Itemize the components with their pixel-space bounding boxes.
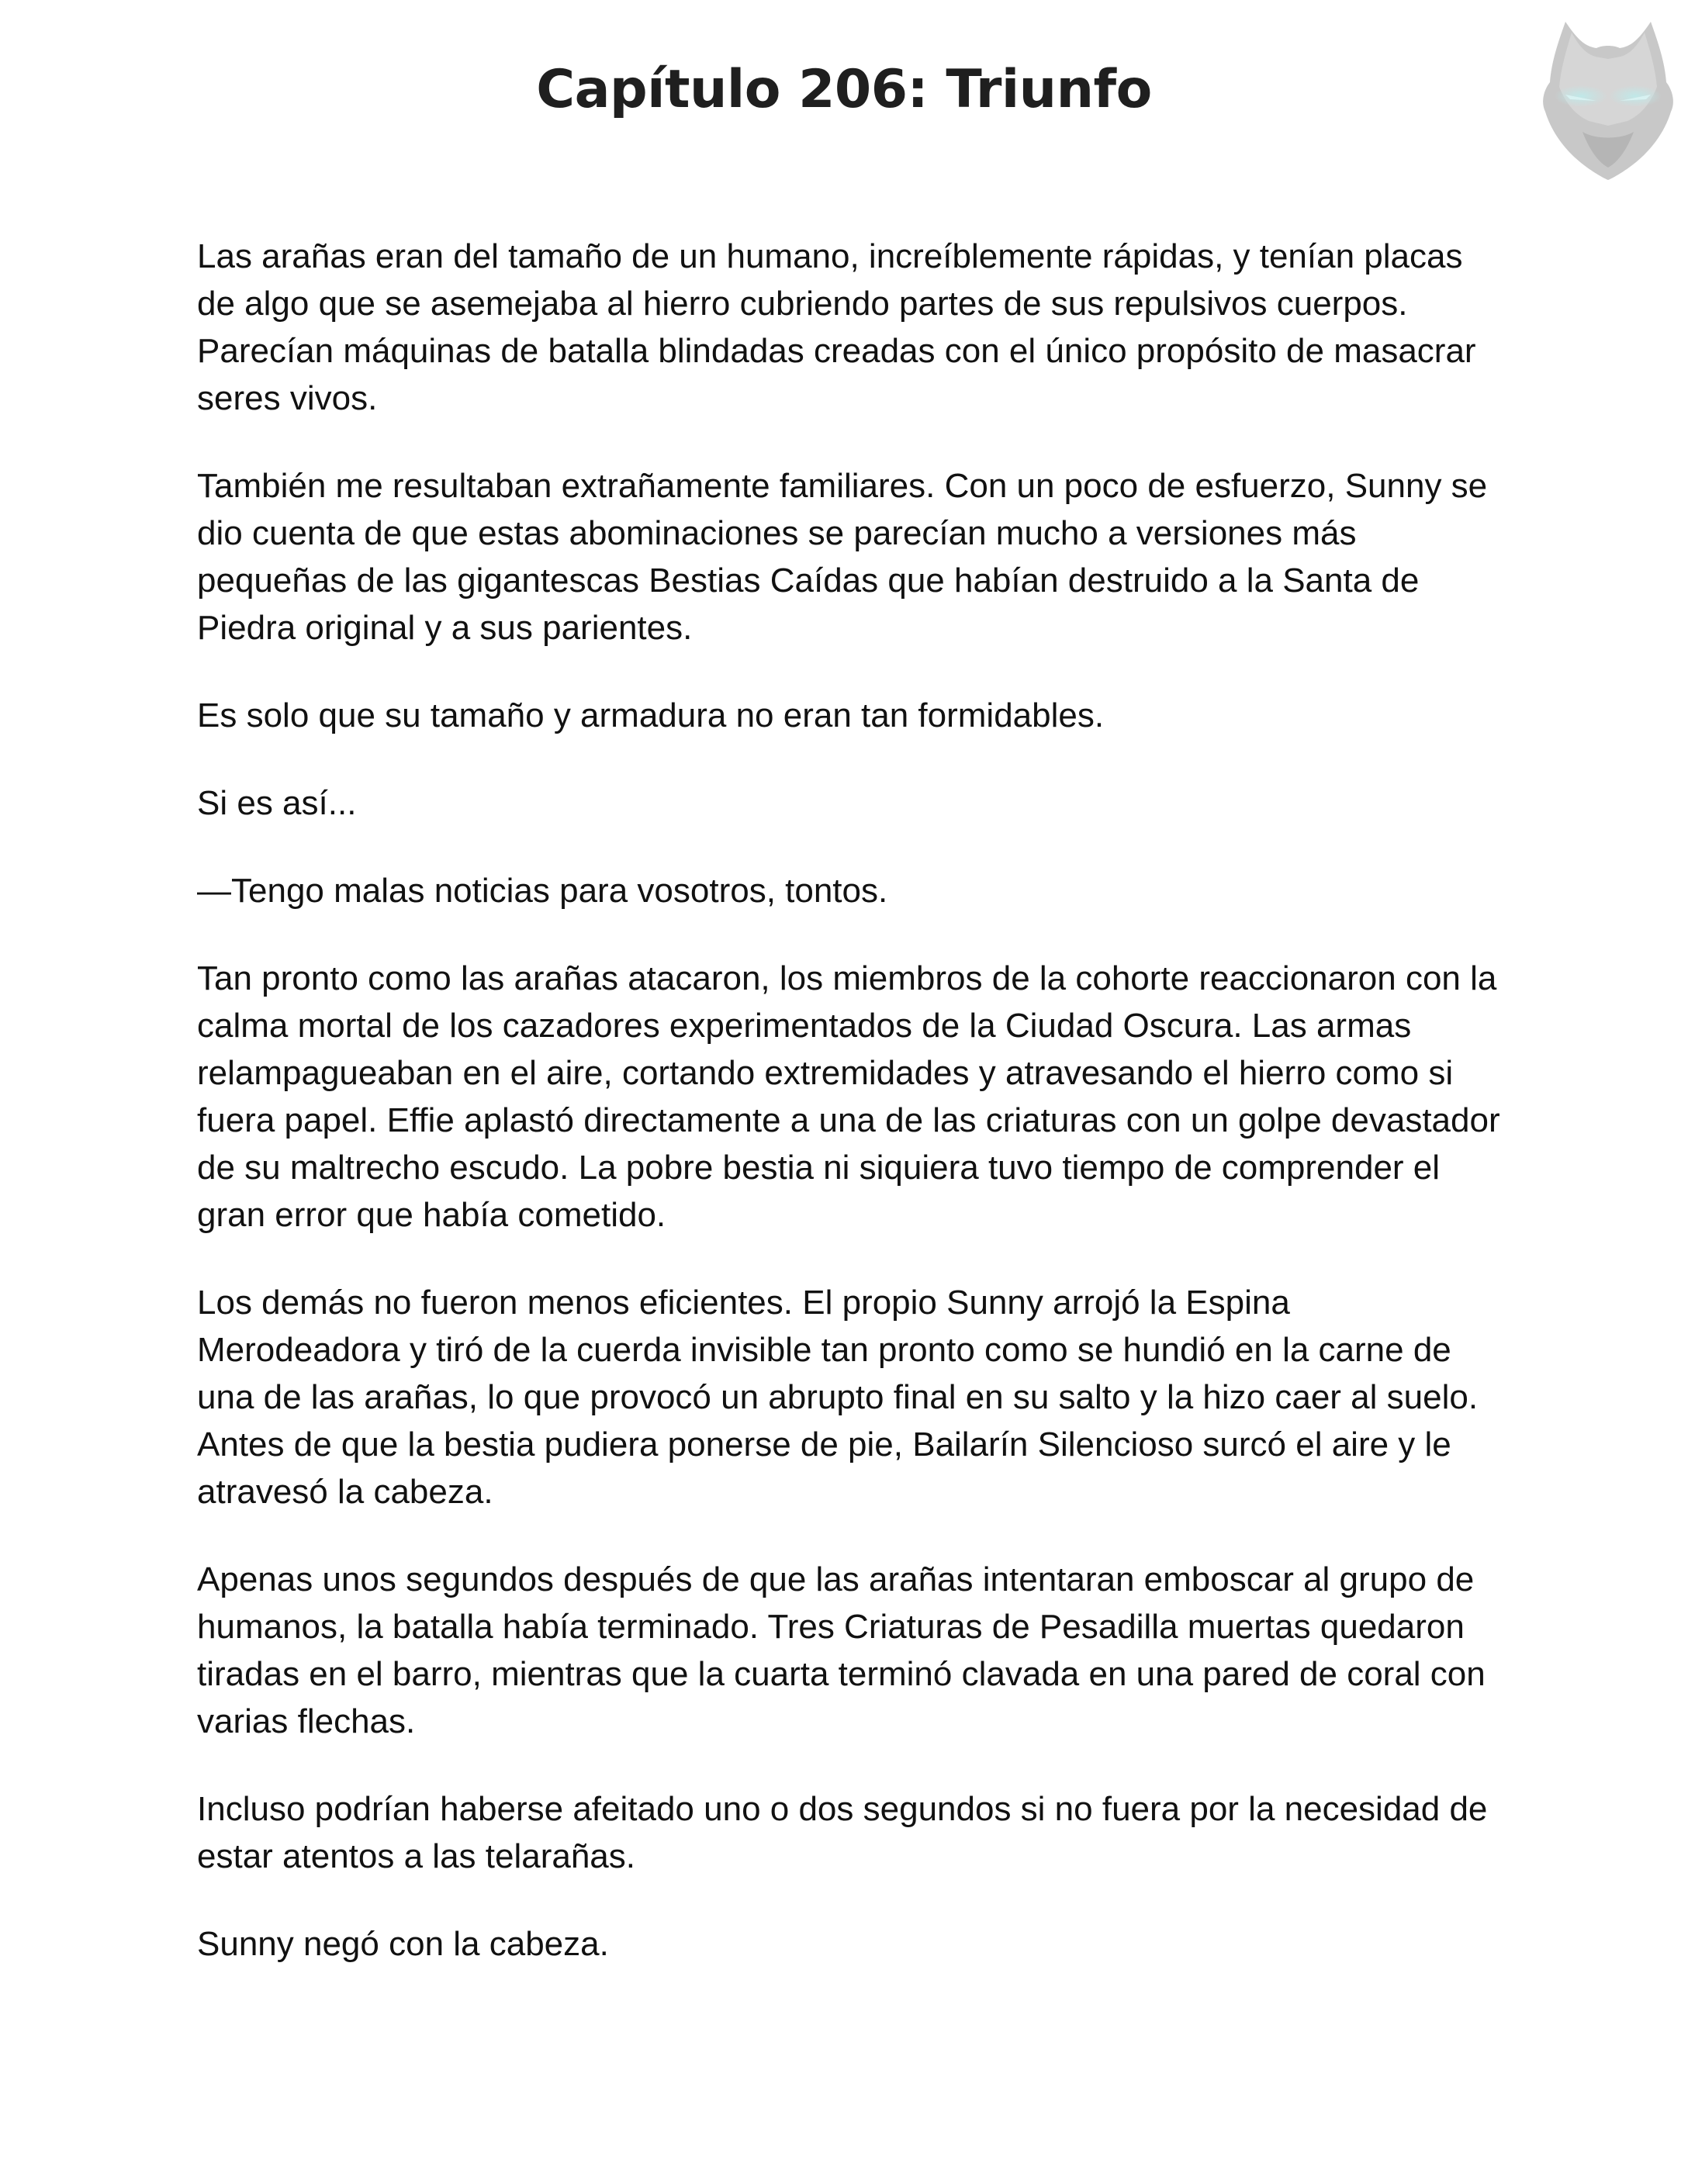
paragraph: Tan pronto como las arañas atacaron, los miembros de la cohorte reaccionaron con la calma mortal de los cazadores experimentados de la Ciudad Oscura. Las armas relampagueaban en el aire, cortando extremidades y atravesando el hierro como si fuera papel. Effie aplastó directamente a una de las criaturas con un golpe devastador de su maltrecho escudo. La pobre bestia ni siquiera tuvo tiempo de comprender el gran error que había cometido. (197, 959, 1500, 1234)
paragraph: Sunny negó con la cabeza. (197, 1925, 609, 1963)
paragraph: Incluso podrían haberse afeitado uno o dos segundos si no fuera por la necesidad de estar atentos a las telarañas. (197, 1790, 1488, 1875)
paragraph: Los demás no fueron menos eficientes. El propio Sunny arrojó la Espina Merodeadora y tiró de la cuerda invisible tan pronto como se hundió en la carne de una de las arañas, lo que provocó un abrupto final en su salto y la hizo caer al suelo. Antes de que la bestia pudiera ponerse de pie, Bailarín Silencioso surcó el aire y le atravesó la cabeza. (197, 1284, 1479, 1511)
chapter-title: Capítulo 206: Triunfo (536, 59, 1152, 120)
paragraph: Es solo que su tamaño y armadura no eran tan formidables. (197, 696, 1105, 734)
paragraph: —Tengo malas noticias para vosotros, tontos. (197, 872, 888, 910)
paragraph: Las arañas eran del tamaño de un humano, increíblemente rápidas, y tenían placas de algo que se asemejaba al hierro cubriendo partes de sus repulsivos cuerpos. Parecían máquinas de batalla blindadas creadas con el único propósito de masacrar seres vivos. (197, 237, 1476, 417)
chapter-body (197, 233, 1500, 2008)
paragraph: Apenas unos segundos después de que las arañas intentaran emboscar al grupo de humanos, la batalla había terminado. Tres Criaturas de Pesadilla muertas quedaron tiradas en el barro, mientras que la cuarta terminó clavada en una pared de coral con varias flechas. (197, 1560, 1486, 1740)
paragraph: También me resultaban extrañamente familiares. Con un poco de esfuerzo, Sunny se dio cuenta de que estas abominaciones se parecían mucho a versiones más pequeñas de las gigantescas Bestias Caídas que habían destruido a la Santa de Piedra original y a sus parientes. (197, 467, 1488, 647)
paragraph: Si es así... (197, 784, 357, 822)
demon-head-logo-icon (1534, 16, 1682, 186)
